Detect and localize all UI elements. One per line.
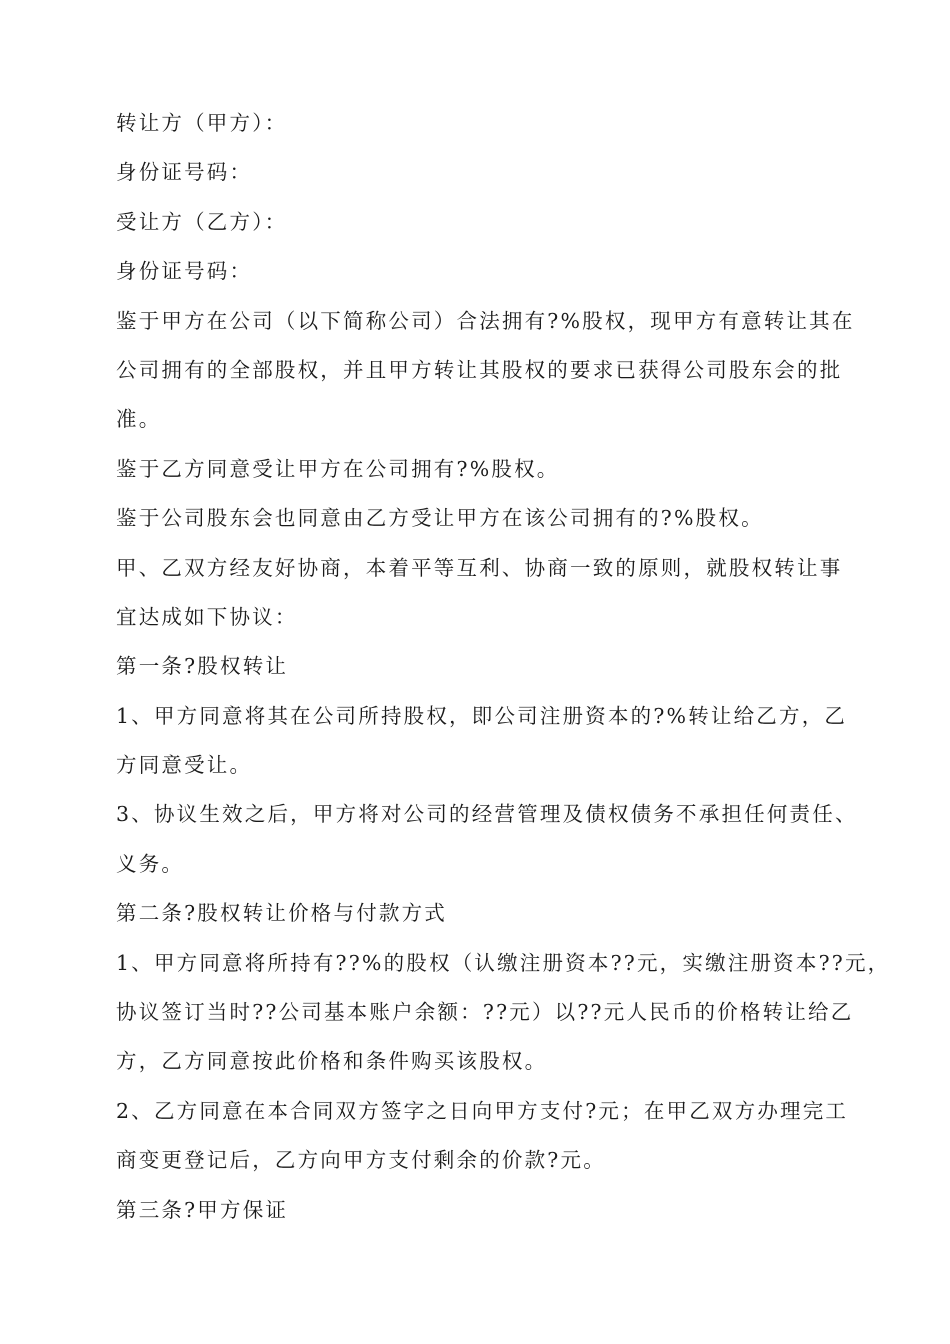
text-line: 方同意受让。	[116, 753, 253, 778]
text-line: 转让方（甲方）：	[116, 111, 288, 135]
paragraph	[116, 889, 841, 938]
paragraph	[116, 247, 841, 296]
text-line: 第二条?股权转让价格与付款方式	[116, 901, 447, 926]
text-line: 2、乙方同意在本合同双方签字之日向甲方支付?元；在甲乙双方办理完工	[116, 1098, 849, 1123]
text-line: 义务。	[116, 851, 185, 876]
text-line: 甲、乙双方经友好协商，本着平等互利、协商一致的原则，就股权转让事	[116, 555, 843, 580]
text-line: 准。	[116, 407, 162, 432]
paragraph	[116, 99, 841, 148]
paragraph	[116, 494, 841, 543]
text-line: 宜达成如下协议：	[116, 604, 298, 629]
text-line: 受让方（乙方）：	[116, 209, 288, 234]
paragraph	[116, 939, 891, 1087]
paragraph	[116, 1186, 841, 1235]
text-line: 协议签订当时??公司基本账户余额：??元）以??元人民币的价格转让给乙	[116, 1000, 854, 1025]
text-line: 鉴于甲方在公司（以下简称公司）合法拥有?%股权，现甲方有意转让其在	[116, 308, 855, 333]
text-line: 第一条?股权转让	[116, 654, 289, 679]
text-line: 身份证号码：	[116, 259, 253, 284]
text-line: 鉴于公司股东会也同意由乙方受让甲方在该公司拥有的?%股权。	[116, 506, 764, 531]
text-line: 身份证号码：	[116, 160, 253, 185]
text-line: 1、甲方同意将所持有??%的股权（认缴注册资本??元，实缴注册资本??元，	[116, 950, 891, 975]
paragraph	[116, 790, 858, 889]
paragraph	[116, 544, 841, 643]
document-body	[116, 99, 891, 1235]
paragraph	[116, 445, 841, 494]
paragraph	[116, 198, 841, 247]
paragraph	[116, 1087, 849, 1186]
text-line: 第三条?甲方保证	[116, 1197, 289, 1222]
paragraph	[116, 297, 855, 445]
paragraph	[116, 692, 848, 791]
text-line: 鉴于乙方同意受让甲方在公司拥有?%股权。	[116, 456, 560, 481]
text-line: 商变更登记后，乙方向甲方支付剩余的价款?元。	[116, 1148, 606, 1173]
paragraph	[116, 148, 841, 197]
text-line: 1、甲方同意将其在公司所持股权，即公司注册资本的?%转让给乙方，乙	[116, 703, 848, 728]
text-line: 公司拥有的全部股权，并且甲方转让其股权的要求已获得公司股东会的批	[116, 357, 843, 382]
text-line: 3、协议生效之后，甲方将对公司的经营管理及债权债务不承担任何责任、	[116, 802, 858, 827]
text-line: 方，乙方同意按此价格和条件购买该股权。	[116, 1049, 548, 1074]
paragraph	[116, 642, 841, 691]
